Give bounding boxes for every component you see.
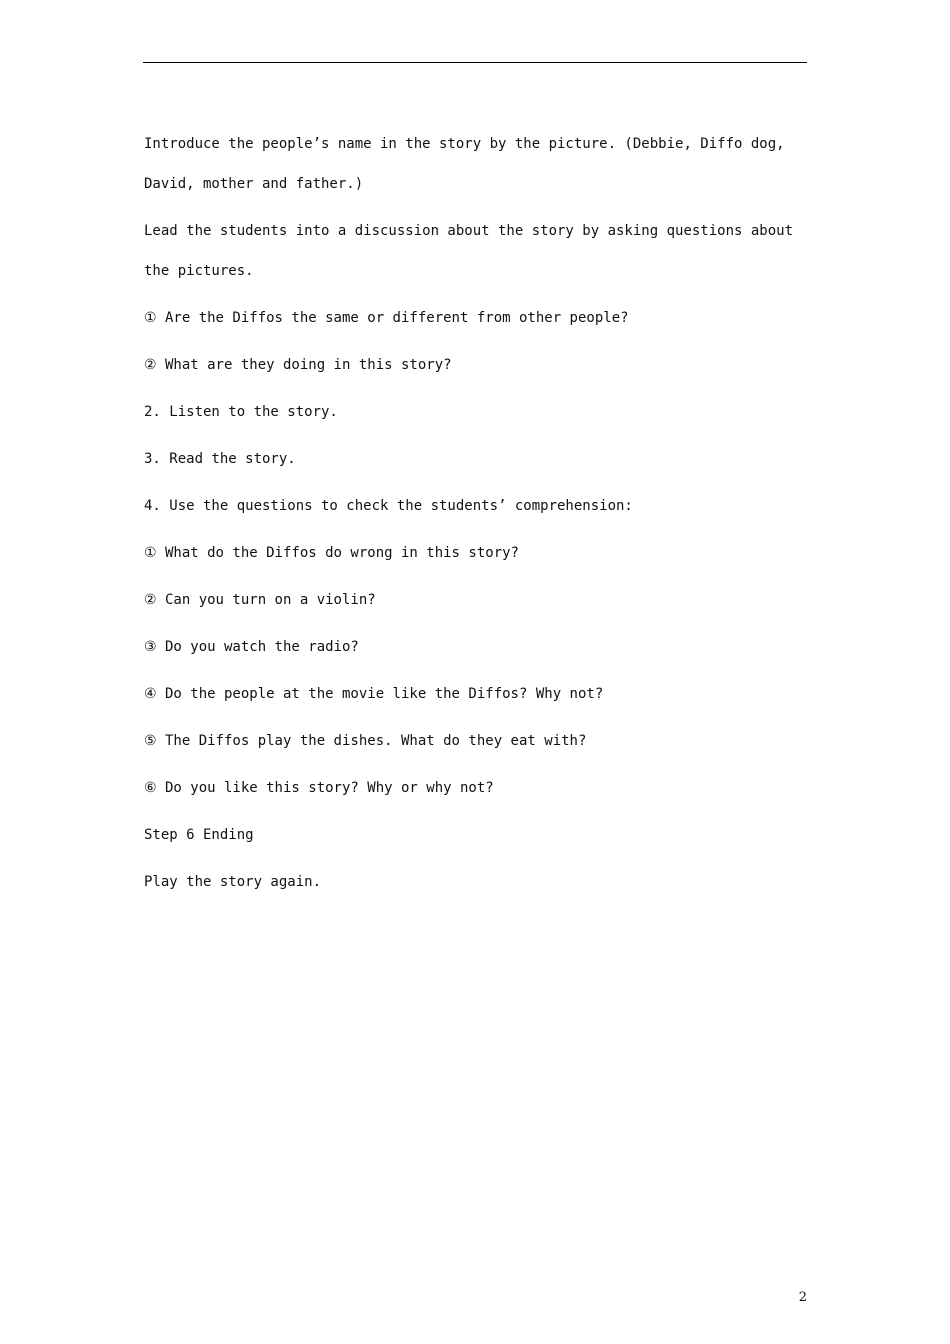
question-what-doing: ② What are they doing in this story? [144,357,452,373]
step-read: 3. Read the story. [144,451,296,467]
question-do-wrong: ① What do the Diffos do wrong in this story? [144,545,519,561]
question-turn-on-violin: ② Can you turn on a violin? [144,592,376,608]
question-play-dishes: ⑤ The Diffos play the dishes. What do they eat with? [144,733,587,749]
question-watch-radio: ③ Do you watch the radio? [144,639,359,655]
header-rule [143,62,807,63]
page-number: 2 [798,1290,807,1305]
document-body [144,124,808,909]
paragraph-play-again: Play the story again. [144,874,322,890]
step-check-comprehension: 4. Use the questions to check the students’ comprehension: [144,498,633,514]
step-ending-heading: Step 6 Ending [144,827,254,843]
paragraph-introduce-names: Introduce the people’s name in the story by the picture. (Debbie, Diffo dog, David, mother and father.) [144,136,794,192]
paragraph-lead-discussion: Lead the students into a discussion about the story by asking questions about the pictures. [144,223,802,279]
question-like-story: ⑥ Do you like this story? Why or why not? [144,780,494,796]
step-listen: 2. Listen to the story. [144,404,338,420]
question-same-or-different: ① Are the Diffos the same or different from other people? [144,310,629,326]
question-people-at-movie: ④ Do the people at the movie like the Diffos? Why not? [144,686,604,702]
